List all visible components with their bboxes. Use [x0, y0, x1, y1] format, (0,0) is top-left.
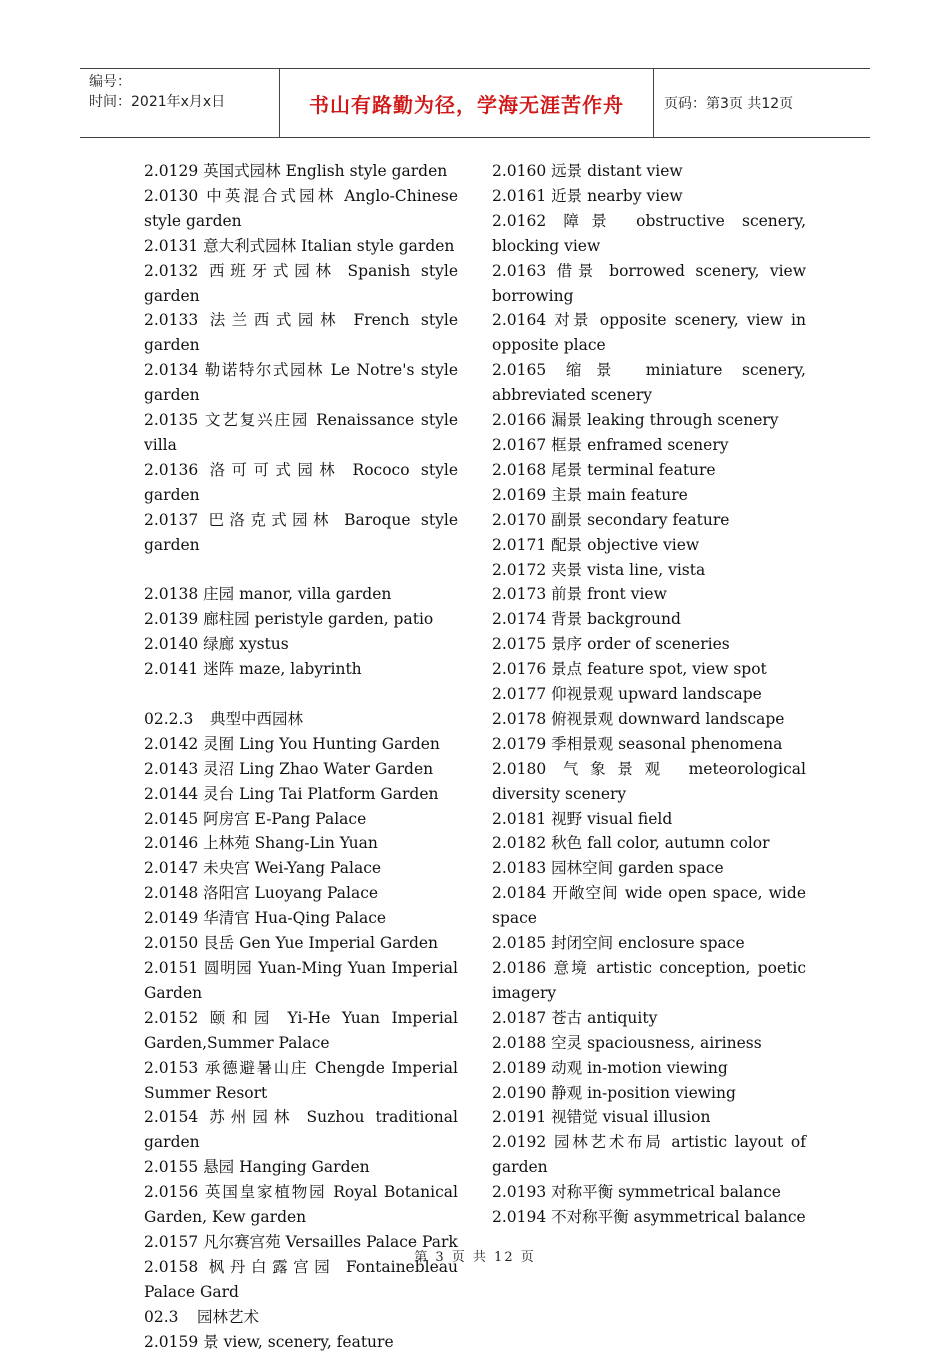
glossary-entry: 2.0157 凡尔赛宫苑 Versailles Palace Park — [144, 1232, 458, 1251]
glossary-entry: 2.0136 洛可可式园林 Rococo style garden — [144, 460, 458, 504]
glossary-entry: 2.0173 前景 front view — [492, 585, 667, 604]
glossary-entry: 2.0151 圆明园 Yuan-Ming Yuan Imperial Garden — [144, 958, 458, 1002]
glossary-entry: 2.0144 灵台 Ling Tai Platform Garden — [144, 784, 439, 803]
glossary-entry: 2.0172 夹景 vista line, vista — [492, 560, 706, 579]
glossary-entry: 2.0174 背景 background — [492, 610, 681, 629]
glossary-entry: 2.0153 承德避暑山庄 Chengde Imperial Summer Resort — [144, 1058, 458, 1102]
glossary-entry: 2.0160 远景 distant view — [492, 162, 683, 180]
glossary-entry: 2.0188 空灵 spaciousness, airiness — [492, 1033, 762, 1052]
glossary-entry: 2.0176 景点 feature spot, view spot — [492, 660, 767, 679]
glossary-entry: 2.0166 漏景 leaking through scenery — [492, 411, 779, 430]
glossary-entry: 2.0156 英国皇家植物园 Royal Botanical Garden, Kew garden — [144, 1183, 458, 1227]
glossary-entry: 2.0165 缩景 miniature scenery, abbreviated scenery — [492, 361, 806, 405]
blank-line — [144, 682, 458, 707]
document-number: 编号： — [89, 74, 131, 90]
glossary-entry: 2.0179 季相景观 seasonal phenomena — [492, 734, 783, 753]
glossary-entry: 2.0145 阿房宫 E-Pang Palace — [144, 809, 367, 828]
glossary-entry: 2.0189 动观 in-motion viewing — [492, 1058, 728, 1077]
header-meta — [80, 69, 280, 137]
glossary-entry: 2.0184 开敞空间 wide open space, wide space — [492, 884, 806, 928]
glossary-entry: 2.0147 未央宫 Wei-Yang Palace — [144, 859, 382, 878]
glossary-entry: 2.0186 意境 artistic conception, poetic imagery — [492, 959, 806, 1002]
glossary-entry: 2.0169 主景 main feature — [492, 485, 688, 504]
glossary-entry: 2.0140 绿廊 xystus — [144, 635, 289, 654]
page-header — [80, 68, 870, 138]
glossary-entry: 2.0132 西班牙式园林 Spanish style garden — [144, 261, 458, 305]
glossary-entry: 2.0194 不对称平衡 asymmetrical balance — [492, 1208, 806, 1227]
glossary-entry: 2.0129 英国式园林 English style garden — [144, 162, 448, 180]
glossary-entry: 2.0152 颐和园 Yi-He Yuan Imperial Garden,Summer Palace — [144, 1008, 458, 1052]
glossary-entry: 2.0146 上林苑 Shang-Lin Yuan — [144, 834, 378, 853]
header-motto: 书山有路勤为径，学海无涯苦作舟 — [280, 69, 654, 137]
glossary-entry: 2.0164 对景 opposite scenery, view in opposite place — [492, 311, 806, 355]
section-number: 02.2.3 — [144, 709, 194, 728]
document-date: 时间：2021年x月x日 — [89, 94, 226, 110]
glossary-entry: 2.0185 封闭空间 enclosure space — [492, 934, 745, 953]
glossary-entry: 2.0155 悬园 Hanging Garden — [144, 1158, 370, 1177]
glossary-entry: 2.0167 框景 enframed scenery — [492, 435, 729, 454]
section-number: 02.3 — [144, 1307, 179, 1326]
page-footer: 第 3 页 共 12 页 — [414, 1250, 536, 1265]
glossary-entry: 2.0141 迷阵 maze, labyrinth — [144, 660, 362, 679]
glossary-entry: 2.0192 园林艺术布局 artistic layout of garden — [492, 1133, 806, 1177]
glossary-entry: 2.0163 借景 borrowed scenery, view borrowing — [492, 261, 806, 305]
blank-line — [144, 558, 458, 583]
glossary-entry: 2.0139 廊柱园 peristyle garden, patio — [144, 610, 434, 629]
glossary-entry: 2.0191 视错觉 visual illusion — [492, 1108, 711, 1127]
glossary-entry: 2.0158 枫丹白露宫园 Fontainebleau Palace Gard — [144, 1257, 458, 1301]
glossary-entry: 2.0193 对称平衡 symmetrical balance — [492, 1183, 781, 1202]
glossary-entry: 2.0171 配景 objective view — [492, 535, 700, 554]
left-column — [144, 159, 458, 1354]
glossary-entry: 2.0150 艮岳 Gen Yue Imperial Garden — [144, 934, 439, 953]
glossary-entry: 2.0181 视野 visual field — [492, 809, 673, 828]
glossary-entry: 2.0177 仰视景观 upward landscape — [492, 685, 762, 704]
glossary-entry: 2.0138 庄园 manor, villa garden — [144, 585, 392, 604]
glossary-entry: 2.0142 灵囿 Ling You Hunting Garden — [144, 734, 440, 753]
glossary-entry: 2.0154 苏州园林 Suzhou traditional garden — [144, 1108, 458, 1152]
glossary-entry: 2.0162 障景 obstructive scenery, blocking view — [492, 211, 806, 255]
glossary-entry: 2.0183 园林空间 garden space — [492, 859, 724, 878]
glossary-entry: 2.0159 景 view, scenery, feature — [144, 1332, 394, 1351]
glossary-entry: 2.0134 勒诺特尔式园林 Le Notre's style garden — [144, 361, 458, 405]
glossary-entry: 2.0161 近景 nearby view — [492, 186, 683, 205]
glossary-entry: 2.0178 俯视景观 downward landscape — [492, 709, 785, 728]
glossary-entry: 2.0182 秋色 fall color, autumn color — [492, 834, 770, 853]
glossary-entry: 2.0187 苍古 antiquity — [492, 1008, 658, 1027]
section-title: 园林艺术 — [197, 1307, 260, 1326]
glossary-entry: 2.0131 意大利式园林 Italian style garden — [144, 236, 455, 255]
header-page-info: 页码：第3页 共12页 — [664, 96, 794, 112]
section-heading — [144, 1305, 458, 1330]
glossary-entry: 2.0149 华清官 Hua-Qing Palace — [144, 909, 387, 928]
glossary-entry: 2.0135 文艺复兴庄园 Renaissance style villa — [144, 411, 458, 454]
glossary-entry: 2.0180 气象景观 meteorological diversity scenery — [492, 759, 806, 803]
glossary-entry: 2.0175 景序 order of sceneries — [492, 635, 730, 654]
glossary-entry: 2.0148 洛阳宫 Luoyang Palace — [144, 884, 379, 903]
glossary-entry: 2.0170 副景 secondary feature — [492, 510, 730, 529]
glossary-entry: 2.0137 巴洛克式园林 Baroque style garden — [144, 510, 458, 554]
glossary-entry: 2.0168 尾景 terminal feature — [492, 460, 716, 479]
glossary-entry: 2.0130 中英混合式园林 Anglo-Chinese style garden — [144, 186, 458, 230]
glossary-entry: 2.0133 法兰西式园林 French style garden — [144, 311, 458, 355]
right-column — [492, 159, 806, 1230]
section-title: 典型中西园林 — [210, 709, 304, 728]
section-heading — [144, 707, 458, 732]
glossary-entry: 2.0143 灵沼 Ling Zhao Water Garden — [144, 759, 434, 778]
glossary-entry: 2.0190 静观 in-position viewing — [492, 1083, 736, 1102]
